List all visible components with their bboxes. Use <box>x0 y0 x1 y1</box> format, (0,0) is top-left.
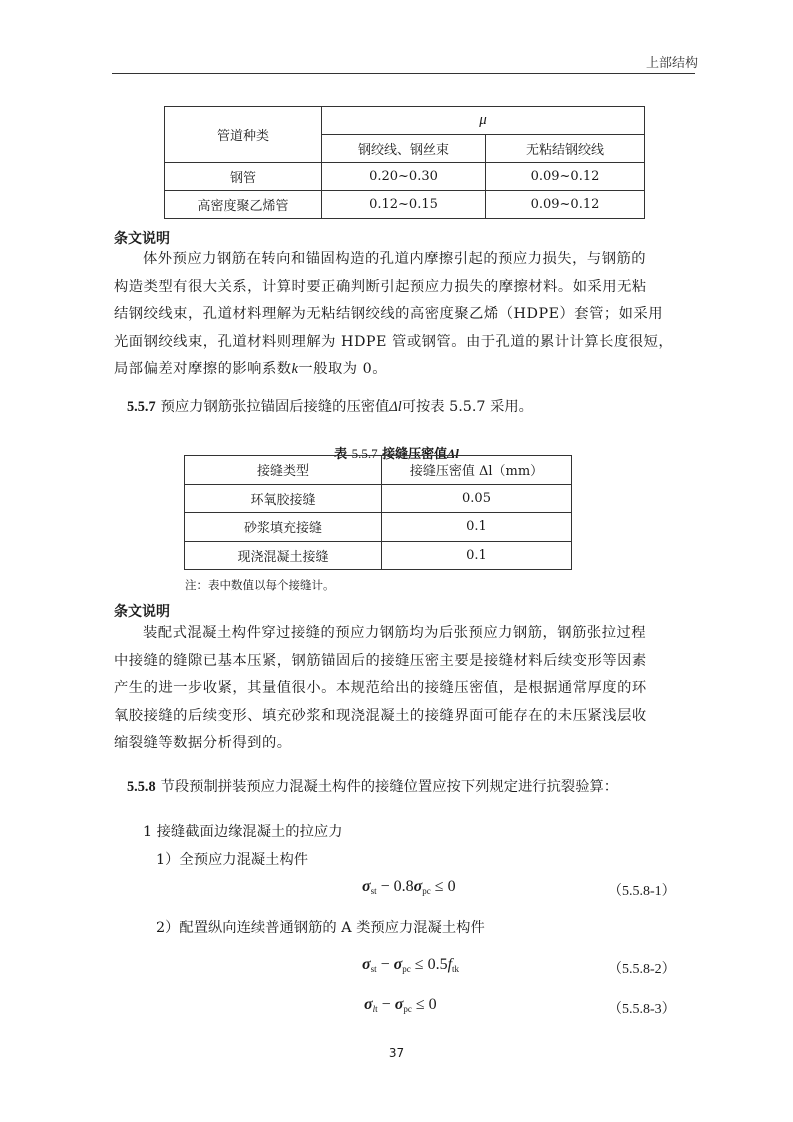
commentary-paragraph <box>114 620 694 758</box>
paragraph-line: 光面钢绞线束，孔道材料则理解为 HDPE 管或钢管。由于孔道的累计计算长度很短， <box>114 333 674 350</box>
cell-value: 0.09~0.12 <box>486 191 645 219</box>
running-header-section-title: 上部结构 <box>645 56 698 71</box>
paragraph-line: 产生的进一步收紧，其量值很小。本规范给出的接缝压密值，是根据通常厚度的环 <box>114 680 647 697</box>
paragraph-line: 局部偏差对摩擦的影响系数 <box>114 361 292 378</box>
equation-number: （5.5.8-1） <box>608 884 676 899</box>
eq-rhs: ≤ 0 <box>415 996 437 1013</box>
table-row <box>185 541 572 570</box>
commentary-heading: 条文说明 <box>114 231 170 247</box>
paragraph-line: 缩裂缝等数据分析得到的。 <box>114 735 292 752</box>
list-item-1: 1 接缝截面边缘混凝土的拉应力 <box>143 824 343 840</box>
page-number: 37 <box>388 1046 405 1060</box>
equation-number: （5.5.8-2） <box>608 962 676 977</box>
cell-value: 0.09~0.12 <box>486 163 645 191</box>
paragraph-line-tail: 一般取为 0。 <box>298 361 388 378</box>
paragraph-line: 体外预应力钢筋在转向和锚固构造的孔道内摩擦引起的预应力损失，与钢筋的 <box>143 251 647 267</box>
table-header-row <box>165 107 645 135</box>
header-rule <box>112 73 695 74</box>
header-mu: μ <box>322 107 645 135</box>
clause-5-5-7 <box>127 396 533 416</box>
equation-5-5-8-1: $\sigma_{st} - 0.8\sigma_{pc} \le 0$ <box>362 878 456 896</box>
cell-type: 钢管 <box>165 163 322 191</box>
table-row <box>185 513 572 542</box>
subheader-unbonded: 无粘结钢绞线 <box>486 135 645 163</box>
cell-value: 0.12~0.15 <box>322 191 486 219</box>
equation-5-5-8-2: $\sigma_{st} - \sigma_{pc} \le 0.5f_{tk}$ <box>362 956 460 974</box>
table-row <box>165 191 645 219</box>
clause-text: 预应力钢筋张拉锚固后接缝的压密值 <box>160 399 390 415</box>
subheader-strand: 钢绞线、钢丝束 <box>322 135 486 163</box>
cell-type: 砂浆填充接缝 <box>185 513 382 542</box>
header-joint-type: 接缝类型 <box>185 456 382 485</box>
paragraph-line: 氧胶接缝的后续变形、填充砂浆和现浇混凝土的接缝界面可能存在的未压紧浅层收 <box>114 707 647 724</box>
cell-value: 0.05 <box>382 484 572 513</box>
caption-number: 5.5.7 <box>351 446 378 461</box>
cell-type: 现浇混凝土接缝 <box>185 541 382 570</box>
variable-k: k <box>291 361 299 378</box>
paragraph-line: 构造类型有很大关系，计算时要正确判断引起预应力损失的摩擦材料。如采用无粘 <box>114 278 647 295</box>
eq-rhs: ≤ 0.5 <box>414 956 448 973</box>
cell-type: 高密度聚乙烯管 <box>165 191 322 219</box>
caption-title: 接缝压密值 <box>382 447 448 462</box>
joint-compaction-table <box>184 455 572 570</box>
cell-value: 0.20~0.30 <box>322 163 486 191</box>
table-row <box>185 484 572 513</box>
sub-item-1: 1）全预应力混凝土构件 <box>156 852 309 868</box>
clause-text-tail: 可按表 5.5.7 采用。 <box>401 399 533 415</box>
header-compaction-value: 接缝压密值 Δl（mm） <box>382 456 572 485</box>
eq-coef: − 0.8 <box>380 878 414 895</box>
cell-value: 0.1 <box>382 513 572 542</box>
paragraph-line: 结钢绞线束，孔道材料理解为无粘结钢绞线的高密度聚乙烯（HDPE）套管；如采用 <box>114 306 664 323</box>
commentary-heading: 条文说明 <box>114 604 170 620</box>
clause-text: 节段预制拼装预应力混凝土构件的接缝位置应按下列规定进行抗裂验算： <box>160 779 619 795</box>
clause-number: 5.5.8 <box>127 779 156 795</box>
eq-rhs: ≤ 0 <box>434 878 456 895</box>
table-note: 注：表中数值以每个接缝计。 <box>185 578 335 592</box>
cell-type: 环氧胶接缝 <box>185 484 382 513</box>
symbol-delta-l: Δl <box>389 399 402 415</box>
friction-coefficient-table <box>164 106 645 219</box>
table-row <box>165 163 645 191</box>
paragraph-line: 装配式混凝土构件穿过接缝的预应力钢筋均为后张预应力钢筋，钢筋张拉过程 <box>143 625 647 641</box>
equation-number: （5.5.8-3） <box>608 1002 676 1017</box>
paragraph-line: 中接缝的缝隙已基本压紧，钢筋锚固后的接缝压密主要是接缝材料后续变形等因素 <box>114 652 647 669</box>
cell-value: 0.1 <box>382 541 572 570</box>
equation-5-5-8-3: $\sigma_{lt} - \sigma_{pc} \le 0$ <box>364 996 437 1014</box>
caption-prefix: 表 <box>334 447 348 462</box>
header-duct-type: 管道种类 <box>165 107 322 163</box>
clause-5-5-8 <box>127 776 618 796</box>
commentary-paragraph <box>114 246 694 384</box>
clause-number: 5.5.7 <box>127 399 156 415</box>
table-header-row <box>185 456 572 485</box>
sub-item-2: 2）配置纵向连续普通钢筋的 A 类预应力混凝土构件 <box>156 920 485 936</box>
caption-symbol: Δl <box>447 446 459 461</box>
